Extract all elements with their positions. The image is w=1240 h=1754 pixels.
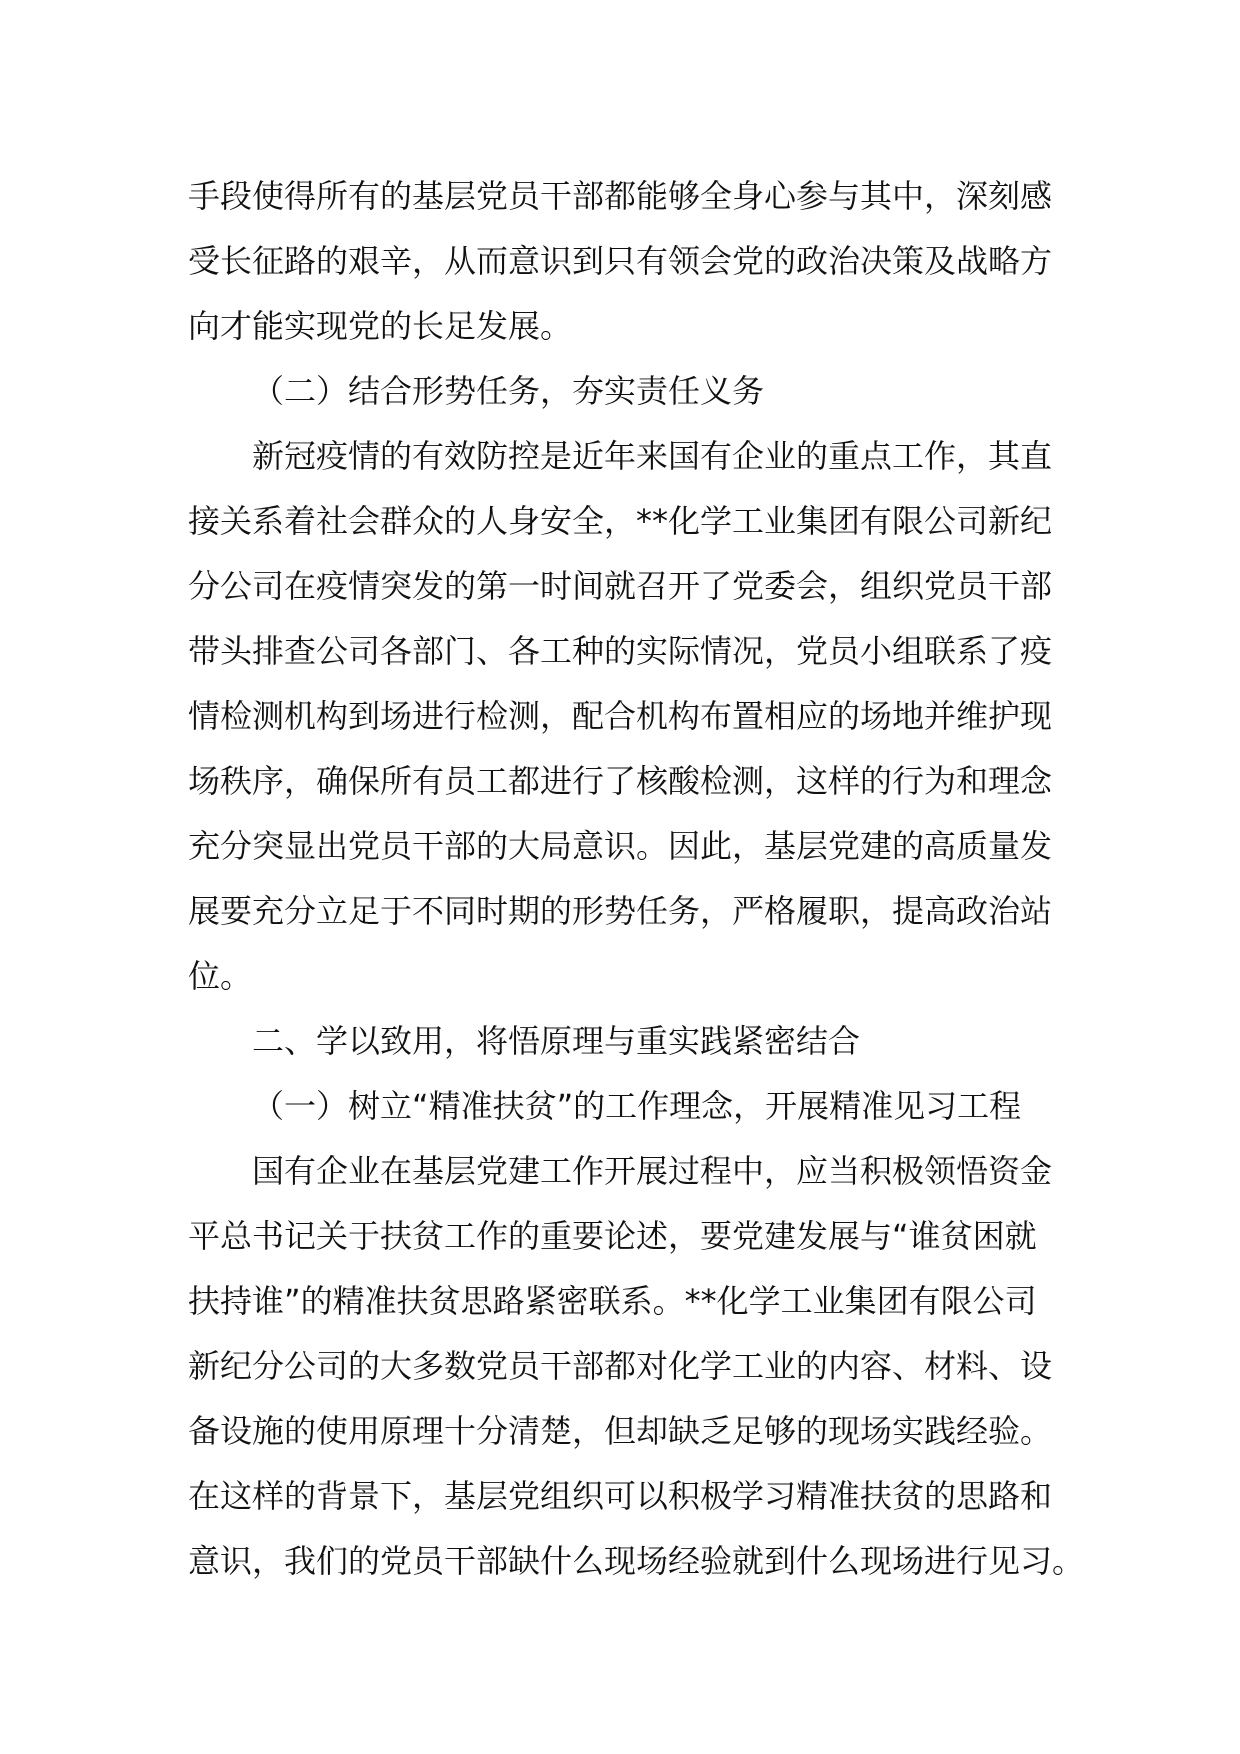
paragraph-line: 新纪分公司的大多数党员干部都对化学工业的内容、材料、设 [188,1347,1053,1385]
subsection-heading: （一）树立“精准扶贫”的工作理念，开展精准见习工程 [252,1087,1022,1125]
paragraph-line: 场秩序，确保所有员工都进行了核酸检测，这样的行为和理念 [188,762,1053,800]
paragraph-line: 备设施的使用原理十分清楚，但却缺乏足够的现场实践经验。 [188,1412,1053,1450]
section-heading: 二、学以致用，将悟原理与重实践紧密结合 [252,1022,861,1060]
paragraph-line: 扶持谁”的精准扶贫思路紧密联系。**化学工业集团有限公司 [188,1282,1037,1320]
paragraph-line: 情检测机构到场进行检测，配合机构布置相应的场地并维护现 [188,697,1053,735]
paragraph-line: 在这样的背景下，基层党组织可以积极学习精准扶贫的思路和 [188,1477,1053,1515]
paragraph-line: 位。 [188,957,253,995]
paragraph-line: 向才能实现党的长足发展。 [188,307,573,345]
paragraph-line: 平总书记关于扶贫工作的重要论述，要党建发展与“谁贫困就 [188,1217,1037,1255]
section-heading: （二）结合形势任务，夯实责任义务 [252,372,765,410]
paragraph-line: 国有企业在基层党建工作开展过程中，应当积极领悟资金 [252,1152,1053,1190]
paragraph-line: 手段使得所有的基层党员干部都能够全身心参与其中，深刻感 [188,177,1053,215]
paragraph-line: 带头排查公司各部门、各工种的实际情况，党员小组联系了疫 [188,632,1053,670]
paragraph-line: 分公司在疫情突发的第一时间就召开了党委会，组织党员干部 [188,567,1053,605]
paragraph-line: 接关系着社会群众的人身安全，**化学工业集团有限公司新纪 [188,502,1053,540]
paragraph-line: 意识，我们的党员干部缺什么现场经验就到什么现场进行见习。 [188,1542,1085,1580]
paragraph-line: 受长征路的艰辛，从而意识到只有领会党的政治决策及战略方 [188,242,1053,280]
paragraph-line: 展要充分立足于不同时期的形势任务，严格履职，提高政治站 [188,892,1053,930]
paragraph-line: 充分突显出党员干部的大局意识。因此，基层党建的高质量发 [188,827,1053,865]
document-body [188,164,1085,1594]
paragraph-line: 新冠疫情的有效防控是近年来国有企业的重点工作，其直 [252,437,1053,475]
